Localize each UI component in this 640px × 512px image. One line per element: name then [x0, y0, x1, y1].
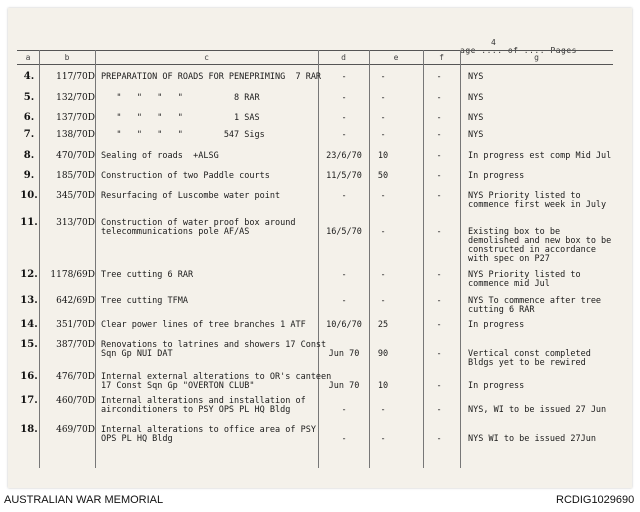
- remarks: commence mid Jul: [468, 279, 550, 289]
- remarks: In progress: [468, 171, 525, 181]
- reference-number: 642/69D: [56, 296, 95, 306]
- column-header-e: e: [393, 53, 399, 62]
- start-date: -: [341, 113, 347, 123]
- percent-complete: 90: [377, 349, 389, 359]
- column-divider: [423, 50, 424, 468]
- reference-number: 345/70D: [56, 191, 95, 201]
- percent-complete: -: [380, 434, 386, 444]
- item-number: 10.: [20, 190, 38, 201]
- work-description: Clear power lines of tree branches 1 ATF: [101, 320, 306, 330]
- start-date: -: [341, 72, 347, 82]
- reference-number: 313/70D: [56, 218, 95, 228]
- column-divider: [318, 50, 319, 468]
- item-number: 15.: [20, 339, 38, 350]
- work-description: " " " " 1 SAS: [101, 113, 260, 123]
- header-rule: [17, 64, 613, 65]
- percent-complete: -: [380, 227, 386, 237]
- percent-complete: -: [380, 130, 386, 140]
- remarks: Bldgs yet to be rewired: [468, 358, 586, 368]
- remarks: NYS: [468, 130, 484, 140]
- reference-number: 469/70D: [56, 425, 95, 435]
- footer-archive-name: AUSTRALIAN WAR MEMORIAL: [4, 494, 164, 506]
- column-f-value: -: [436, 171, 442, 181]
- column-f-value: -: [436, 381, 442, 391]
- reference-number: 1178/69D: [50, 270, 95, 280]
- item-number: 7.: [23, 129, 35, 140]
- percent-complete: -: [380, 296, 386, 306]
- percent-complete: -: [380, 93, 386, 103]
- item-number: 12.: [20, 269, 38, 280]
- percent-complete: -: [380, 191, 386, 201]
- remarks: cutting 6 RAR: [468, 305, 535, 315]
- remarks: In progress est comp Mid Jul: [468, 151, 612, 161]
- work-description: 17 Const Sqn Gp "OVERTON CLUB": [101, 381, 255, 391]
- column-f-value: -: [436, 320, 442, 330]
- column-f-value: -: [436, 72, 442, 82]
- reference-number: 185/70D: [56, 171, 95, 181]
- percent-complete: 50: [377, 171, 389, 181]
- reference-number: 470/70D: [56, 151, 95, 161]
- remarks: NYS: [468, 72, 484, 82]
- remarks: NYS Priority listed to: [468, 270, 581, 280]
- item-number: 18.: [20, 424, 38, 435]
- reference-number: 117/70D: [56, 72, 95, 82]
- start-date: -: [341, 93, 347, 103]
- remarks: demolished and new box to be: [468, 236, 612, 246]
- column-f-value: -: [436, 93, 442, 103]
- start-date: -: [341, 296, 347, 306]
- work-description: Sqn Gp NUI DAT: [101, 349, 173, 359]
- work-description: Construction of water proof box around: [101, 218, 296, 228]
- work-description: Construction of two Paddle courts: [101, 171, 270, 181]
- work-description: " " " " 8 RAR: [101, 93, 260, 103]
- work-description: Internal alterations and installation of: [101, 396, 306, 406]
- item-number: 6.: [23, 112, 35, 123]
- remarks: NYS, WI to be issued 27 Jun: [468, 405, 607, 415]
- work-description: OPS PL HQ Bldg: [101, 434, 173, 444]
- column-f-value: -: [436, 434, 442, 444]
- item-number: 11.: [20, 217, 38, 228]
- percent-complete: -: [380, 270, 386, 280]
- work-description: Resurfacing of Luscombe water point: [101, 191, 281, 201]
- work-description: Internal alterations to office area of PSY: [101, 425, 316, 435]
- start-date: 10/6/70: [326, 320, 362, 330]
- start-date: -: [341, 405, 347, 415]
- reference-number: 137/70D: [56, 113, 95, 123]
- work-description: Tree cutting 6 RAR: [101, 270, 194, 280]
- column-divider: [39, 50, 40, 468]
- remarks: NYS WI to be issued 27Jun: [468, 434, 596, 444]
- column-f-value: -: [436, 296, 442, 306]
- work-description: Internal external alterations to OR's canteen: [101, 372, 332, 382]
- column-divider: [95, 50, 96, 468]
- column-f-value: -: [436, 151, 442, 161]
- item-number: 5.: [23, 92, 35, 103]
- start-date: -: [341, 270, 347, 280]
- start-date: 23/6/70: [326, 151, 362, 161]
- reference-number: 476/70D: [56, 372, 95, 382]
- remarks: with spec on P27: [468, 254, 550, 264]
- start-date: -: [341, 191, 347, 201]
- remarks: commence first week in July: [468, 200, 607, 210]
- column-f-value: -: [436, 113, 442, 123]
- column-divider: [460, 50, 461, 468]
- column-f-value: -: [436, 349, 442, 359]
- percent-complete: -: [380, 72, 386, 82]
- start-date: 11/5/70: [326, 171, 362, 181]
- item-number: 16.: [20, 371, 38, 382]
- works-table: [17, 50, 613, 468]
- percent-complete: -: [380, 113, 386, 123]
- item-number: 4.: [23, 71, 35, 82]
- column-f-value: -: [436, 130, 442, 140]
- start-date: -: [341, 130, 347, 140]
- work-description: telecommunications pole AF/AS: [101, 227, 250, 237]
- reference-number: 460/70D: [56, 396, 95, 406]
- column-header-f: f: [439, 53, 444, 62]
- column-header-b: b: [64, 53, 70, 62]
- start-date: 16/5/70: [326, 227, 362, 237]
- work-description: " " " " 547 Sigs: [101, 130, 265, 140]
- work-description: Tree cutting TFMA: [101, 296, 188, 306]
- remarks: NYS Priority listed to: [468, 191, 581, 201]
- work-description: Sealing of roads +ALSG: [101, 151, 219, 161]
- work-description: PREPARATION OF ROADS FOR PENEPRIMING 7 RAR: [101, 72, 322, 82]
- item-number: 9.: [23, 170, 35, 181]
- item-number: 13.: [20, 295, 38, 306]
- column-f-value: -: [436, 191, 442, 201]
- column-header-d: d: [341, 53, 346, 62]
- column-f-value: -: [436, 270, 442, 280]
- footer-record-id: RCDIG1029690: [556, 494, 635, 506]
- remarks: Vertical const completed: [468, 349, 591, 359]
- work-description: Renovations to latrines and showers 17 Const: [101, 340, 327, 350]
- column-header-g: g: [534, 53, 539, 62]
- start-date: Jun 70: [328, 381, 360, 391]
- column-f-value: -: [436, 405, 442, 415]
- start-date: -: [341, 434, 347, 444]
- reference-number: 132/70D: [56, 93, 95, 103]
- remarks: In progress: [468, 320, 525, 330]
- remarks: In progress: [468, 381, 525, 391]
- remarks: Existing box to be: [468, 227, 561, 237]
- item-number: 17.: [20, 395, 38, 406]
- table-top-rule: [17, 50, 613, 51]
- item-number: 8.: [23, 150, 35, 161]
- column-header-c: c: [204, 53, 209, 62]
- column-f-value: -: [436, 227, 442, 237]
- remarks: NYS: [468, 113, 484, 123]
- remarks: NYS: [468, 93, 484, 103]
- start-date: Jun 70: [328, 349, 360, 359]
- percent-complete: 10: [377, 151, 389, 161]
- remarks: constructed in accordance: [468, 245, 596, 255]
- percent-complete: 25: [377, 320, 389, 330]
- percent-complete: -: [380, 405, 386, 415]
- reference-number: 351/70D: [56, 320, 95, 330]
- item-number: 14.: [20, 319, 38, 330]
- reference-number: 387/70D: [56, 340, 95, 350]
- column-divider: [369, 50, 370, 468]
- reference-number: 138/70D: [56, 130, 95, 140]
- remarks: NYS To commence after tree: [468, 296, 602, 306]
- percent-complete: 10: [377, 381, 389, 391]
- column-header-a: a: [25, 53, 31, 62]
- work-description: airconditioners to PSY OPS PL HQ Bldg: [101, 405, 291, 415]
- page-number: 4: [491, 38, 496, 47]
